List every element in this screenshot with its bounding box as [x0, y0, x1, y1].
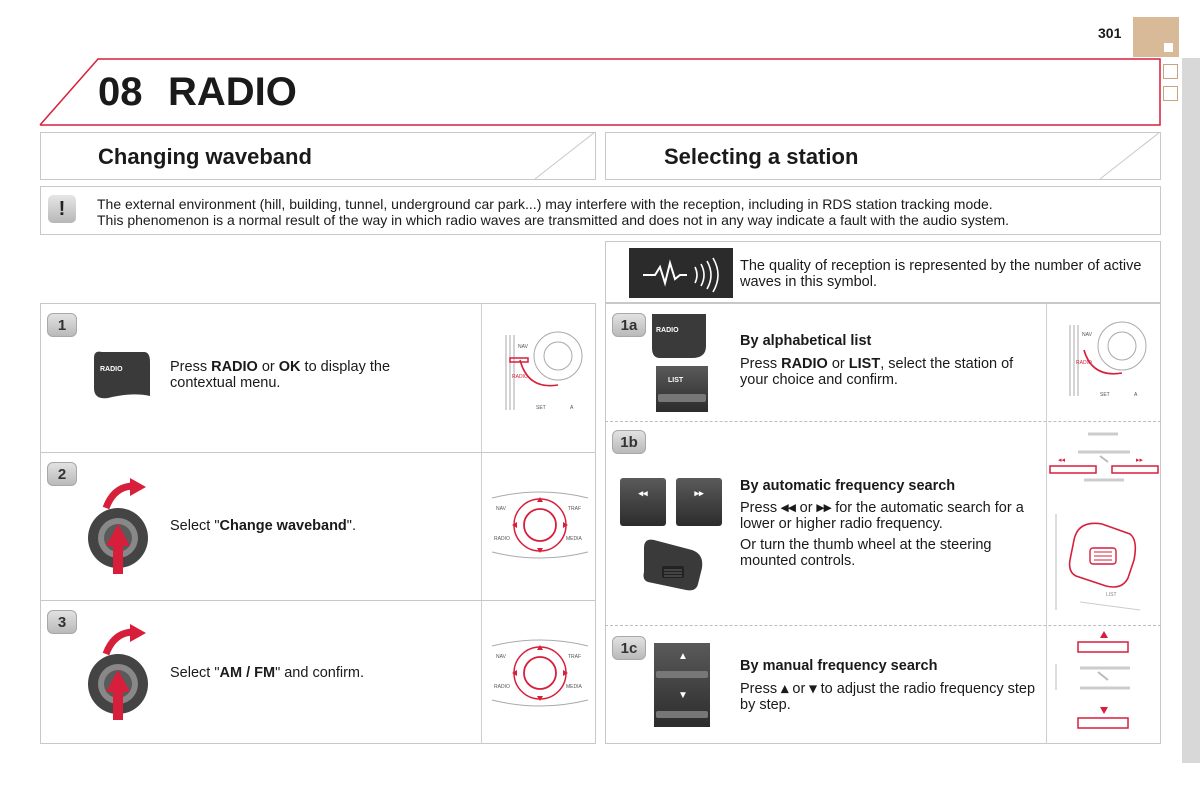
svg-text:SET: SET	[536, 405, 546, 411]
svg-text:RADIO: RADIO	[1076, 360, 1092, 366]
step-down-arrow: ▼	[678, 690, 688, 701]
svg-text:RADIO: RADIO	[494, 536, 510, 542]
rotary-knob-press-icon	[84, 476, 156, 580]
step-up-arrow: ▲	[678, 651, 688, 662]
svg-text:NAV: NAV	[1082, 332, 1092, 338]
page-number: 301	[1098, 25, 1122, 41]
svg-text:SET: SET	[1100, 392, 1110, 398]
svg-text:RADIO: RADIO	[512, 374, 528, 380]
step-1b-text-2: Or turn the thumb wheel at the steering mounted controls.	[740, 537, 992, 569]
reception-text: The quality of reception is represented by the number of active waves in this symbol.	[740, 258, 1142, 290]
chapter-tab-icon	[1163, 86, 1178, 101]
step-1a-text: Press RADIO or LIST, select the station of your choice and confirm.	[740, 356, 1014, 388]
left-row-divider	[40, 452, 596, 453]
left-divider	[481, 303, 482, 744]
radio-key-icon	[650, 312, 708, 360]
svg-text:A: A	[570, 405, 574, 411]
steering-controls-illustration	[1050, 510, 1158, 616]
step-badge-1b: 1b	[612, 430, 646, 454]
svg-text:LIST: LIST	[1106, 592, 1117, 598]
step-1b-text: Press ◂◂ or ▸▸ for the automatic search for a lower or higher radio frequency.	[740, 500, 1024, 532]
step-2-text: Select "Change waveband".	[170, 518, 356, 534]
svg-text:MEDIA: MEDIA	[566, 684, 582, 690]
panel-seek-illustration	[1048, 426, 1160, 498]
step-badge-1c: 1c	[612, 636, 646, 660]
reception-waves-icon	[629, 248, 733, 298]
svg-text:TRAF: TRAF	[568, 506, 582, 512]
panel-radio-ok-illustration	[498, 330, 588, 415]
chapter-title: RADIO	[168, 70, 297, 114]
section-title-changing-waveband: Changing waveband	[98, 144, 312, 169]
list-key-icon	[656, 366, 708, 412]
step-badge-3: 3	[47, 610, 77, 634]
step-3-text: Select "AM / FM" and confirm.	[170, 665, 365, 681]
right-divider	[1046, 303, 1047, 744]
step-badge-1: 1	[47, 313, 77, 337]
step-1c-text: Press ▴ or ▾ to adjust the radio frequency step by step.	[740, 681, 1036, 713]
step-badge-2: 2	[47, 462, 77, 486]
step-1-text: Press RADIO or OK to display the contextual menu.	[170, 359, 391, 391]
panel-step-arrows-illustration	[1050, 628, 1158, 736]
left-row-divider	[40, 600, 596, 601]
side-strip	[1182, 58, 1200, 763]
radio-key-label: RADIO	[100, 366, 123, 373]
exclamation-icon: !	[48, 195, 76, 223]
radio-key-icon	[92, 348, 152, 400]
chapter-tab-icon	[1163, 64, 1178, 79]
up-down-keys	[654, 643, 710, 727]
chapter-tab-active	[1133, 17, 1179, 57]
panel-radio-illustration	[1062, 320, 1154, 400]
seek-forward-button: ▸▸	[676, 478, 722, 526]
svg-text:RADIO: RADIO	[494, 684, 510, 690]
warning-text-line2: This phenomenon is a normal result of the way in which radio waves are transmitted and does not in any way indicate a fault with the audio system.	[97, 212, 1010, 228]
seek-back-button: ◂◂	[620, 478, 666, 526]
svg-text:◂◂: ◂◂	[1058, 457, 1066, 464]
warning-text-line1: The external environment (hill, building, tunnel, underground car park...) may interfere with the reception, including in RDS station tracking mode.	[97, 196, 993, 212]
radio-key-label: RADIO	[656, 327, 679, 334]
steering-thumb-wheel-icon	[640, 536, 706, 592]
svg-text:NAV: NAV	[518, 344, 528, 350]
svg-text:NAV: NAV	[496, 506, 506, 512]
svg-text:▸▸: ▸▸	[1136, 457, 1144, 464]
list-key-label: LIST	[668, 377, 684, 384]
svg-text:A: A	[1134, 392, 1138, 398]
svg-text:TRAF: TRAF	[568, 654, 582, 660]
heading-automatic-search: By automatic frequency search	[740, 478, 956, 494]
rotary-knob-press-icon	[84, 622, 156, 726]
heading-manual-search: By manual frequency search	[740, 658, 938, 674]
right-row-divider	[605, 421, 1161, 422]
svg-text:MEDIA: MEDIA	[566, 536, 582, 542]
heading-alphabetical-list: By alphabetical list	[740, 333, 872, 349]
step-badge-1a: 1a	[612, 313, 646, 337]
right-row-divider	[605, 625, 1161, 626]
section-title-selecting-station: Selecting a station	[664, 144, 859, 169]
panel-menu-wheel-illustration	[490, 488, 590, 562]
panel-menu-wheel-illustration	[490, 636, 590, 710]
chapter-number: 08	[98, 70, 143, 114]
svg-text:NAV: NAV	[496, 654, 506, 660]
